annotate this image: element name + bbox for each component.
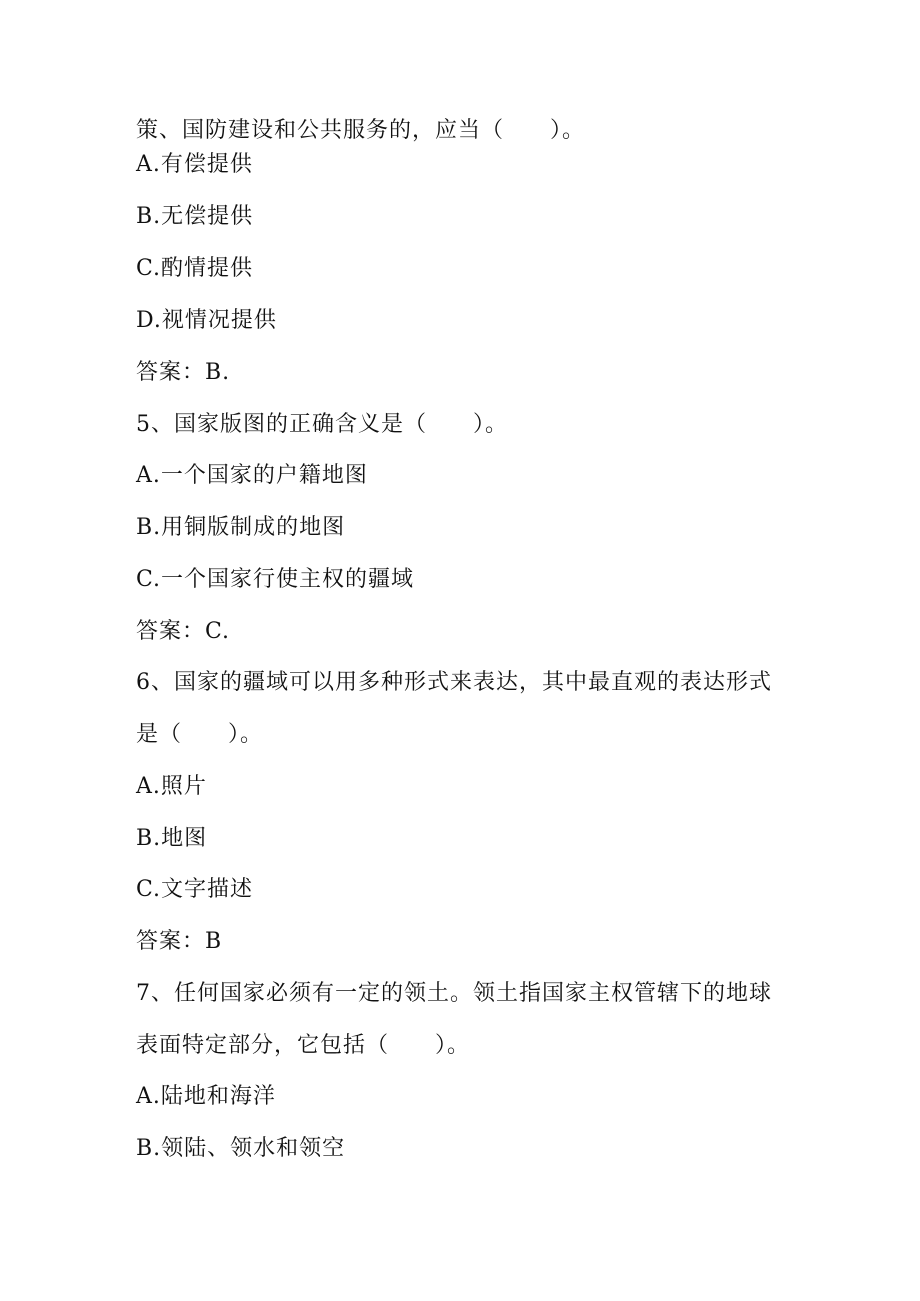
question-7-option-a: A.陆地和海洋 bbox=[136, 1084, 276, 1109]
question-6-stem: 6、国家的疆域可以用多种形式来表达，其中最直观的表达形式 bbox=[136, 670, 772, 695]
question-6-option-b: B.地图 bbox=[136, 826, 208, 851]
question-7-stem: 7、任何国家必须有一定的领土。领土指国家主权管辖下的地球 bbox=[136, 981, 772, 1006]
question-5-option-a: A.一个国家的户籍地图 bbox=[136, 463, 368, 488]
question-4-stem-continued: 策、国防建设和公共服务的，应当（ ）。 bbox=[136, 118, 586, 143]
question-5-option-b: B.用铜版制成的地图 bbox=[136, 515, 346, 540]
question-7-stem-continued: 表面特定部分，它包括（ ）。 bbox=[136, 1033, 471, 1058]
question-5-option-c: C.一个国家行使主权的疆域 bbox=[136, 567, 415, 592]
question-6-option-a: A.照片 bbox=[136, 774, 207, 799]
question-6-option-c: C.文字描述 bbox=[136, 877, 254, 902]
question-7-option-b: B.领陆、领水和领空 bbox=[136, 1136, 346, 1161]
question-4-option-b: B.无偿提供 bbox=[136, 204, 254, 229]
question-5-stem: 5、国家版图的正确含义是（ ）。 bbox=[136, 412, 508, 437]
question-4-option-d: D.视情况提供 bbox=[136, 308, 277, 333]
question-6-stem-continued: 是（ ）。 bbox=[136, 722, 264, 747]
question-5-answer: 答案：C. bbox=[136, 619, 231, 644]
question-4-answer: 答案：B. bbox=[136, 360, 231, 385]
question-4-option-c: C.酌情提供 bbox=[136, 256, 254, 281]
question-6-answer: 答案：B bbox=[136, 929, 223, 954]
question-4-option-a: A.有偿提供 bbox=[136, 152, 253, 177]
